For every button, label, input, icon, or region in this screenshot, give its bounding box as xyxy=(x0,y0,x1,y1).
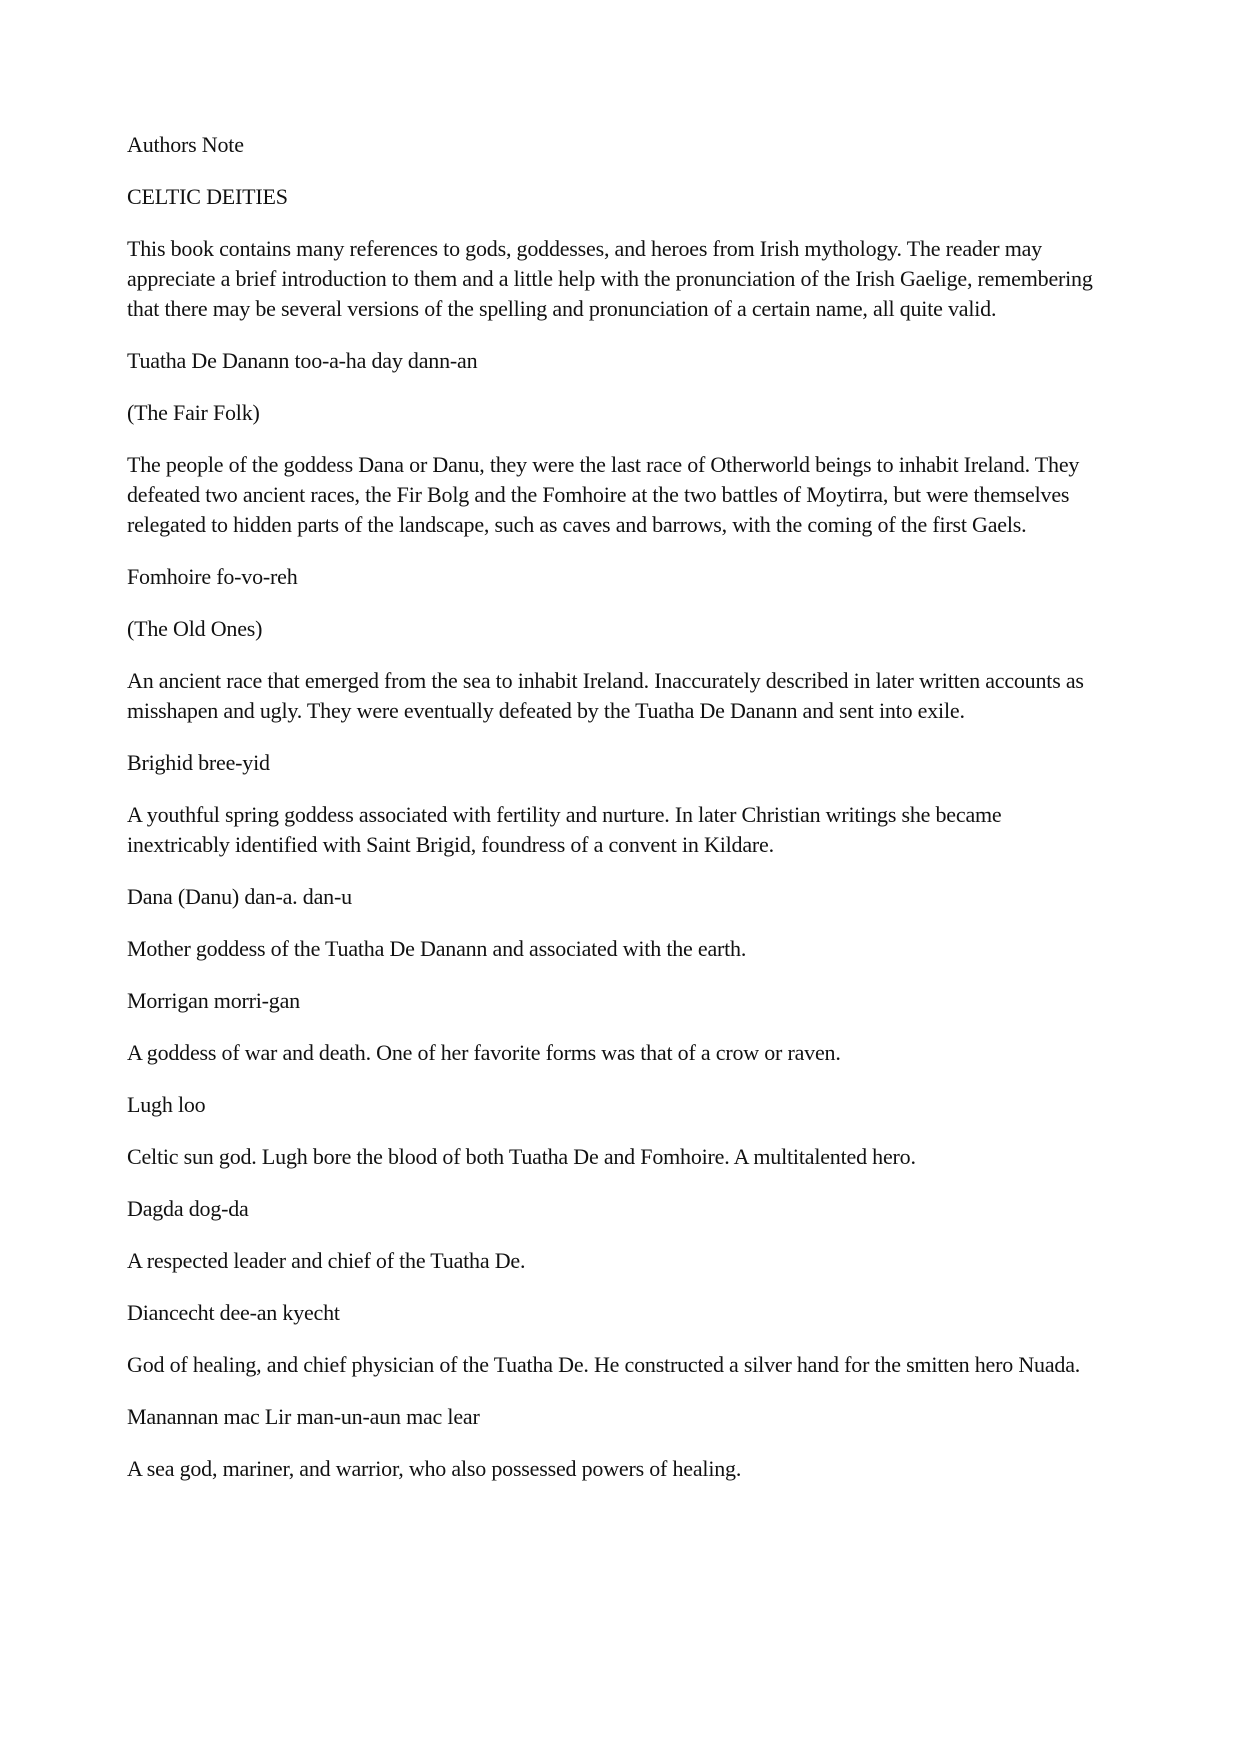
entry-description-tuatha-de-danann: The people of the goddess Dana or Danu, they were the last race of Otherworld beings to inhabit Ireland. They defeated two ancient races, the Fir Bolg and the Fomhoire at the two battles of Moytirra, but were themselves relegated to hidden parts of the landscape, such as caves and barrows, with the coming of the first Gaels. xyxy=(127,452,1080,537)
entry-description-dana: Mother goddess of the Tuatha De Danann and associated with the earth. xyxy=(127,936,747,961)
entry-heading-morrigan: Morrigan morri-gan xyxy=(127,988,300,1013)
document-page xyxy=(127,130,1097,1506)
entry-description-brighid: A youthful spring goddess associated with fertility and nurture. In later Christian writings she became inextricably identified with Saint Brigid, foundress of a convent in Kildare. xyxy=(127,802,1002,857)
entry-subtitle-fair-folk: (The Fair Folk) xyxy=(127,400,260,425)
entry-heading-dana: Dana (Danu) dan-a. dan-u xyxy=(127,884,352,909)
intro-paragraph: This book contains many references to gods, goddesses, and heroes from Irish mythology. The reader may appreciate a brief introduction to them and a little help with the pronunciation of the Irish Gaelige, remembering that there may be several versions of the spelling and pronunciation of a certain name, all quite valid. xyxy=(127,236,1093,321)
entry-heading-diancecht: Diancecht dee-an kyecht xyxy=(127,1300,340,1325)
entry-heading-lugh: Lugh loo xyxy=(127,1092,206,1117)
entry-description-manannan: A sea god, mariner, and warrior, who also possessed powers of healing. xyxy=(127,1456,742,1481)
entry-subtitle-old-ones: (The Old Ones) xyxy=(127,616,263,641)
entry-heading-brighid: Brighid bree-yid xyxy=(127,750,270,775)
entry-heading-manannan: Manannan mac Lir man-un-aun mac lear xyxy=(127,1404,480,1429)
entry-heading-tuatha-de-danann: Tuatha De Danann too-a-ha day dann-an xyxy=(127,348,478,373)
entry-heading-fomhoire: Fomhoire fo-vo-reh xyxy=(127,564,298,589)
entry-description-diancecht: God of healing, and chief physician of the Tuatha De. He constructed a silver hand for the smitten hero Nuada. xyxy=(127,1352,1081,1377)
authors-note-label: Authors Note xyxy=(127,132,244,157)
entry-description-dagda: A respected leader and chief of the Tuatha De. xyxy=(127,1248,526,1273)
entry-description-lugh: Celtic sun god. Lugh bore the blood of both Tuatha De and Fomhoire. A multitalented hero. xyxy=(127,1144,916,1169)
entry-description-morrigan: A goddess of war and death. One of her favorite forms was that of a crow or raven. xyxy=(127,1040,841,1065)
section-title: CELTIC DEITIES xyxy=(127,184,288,209)
entry-description-fomhoire: An ancient race that emerged from the sea to inhabit Ireland. Inaccurately described in later written accounts as misshapen and ugly. They were eventually defeated by the Tuatha De Danann and sent into exile. xyxy=(127,668,1084,723)
entry-heading-dagda: Dagda dog-da xyxy=(127,1196,249,1221)
